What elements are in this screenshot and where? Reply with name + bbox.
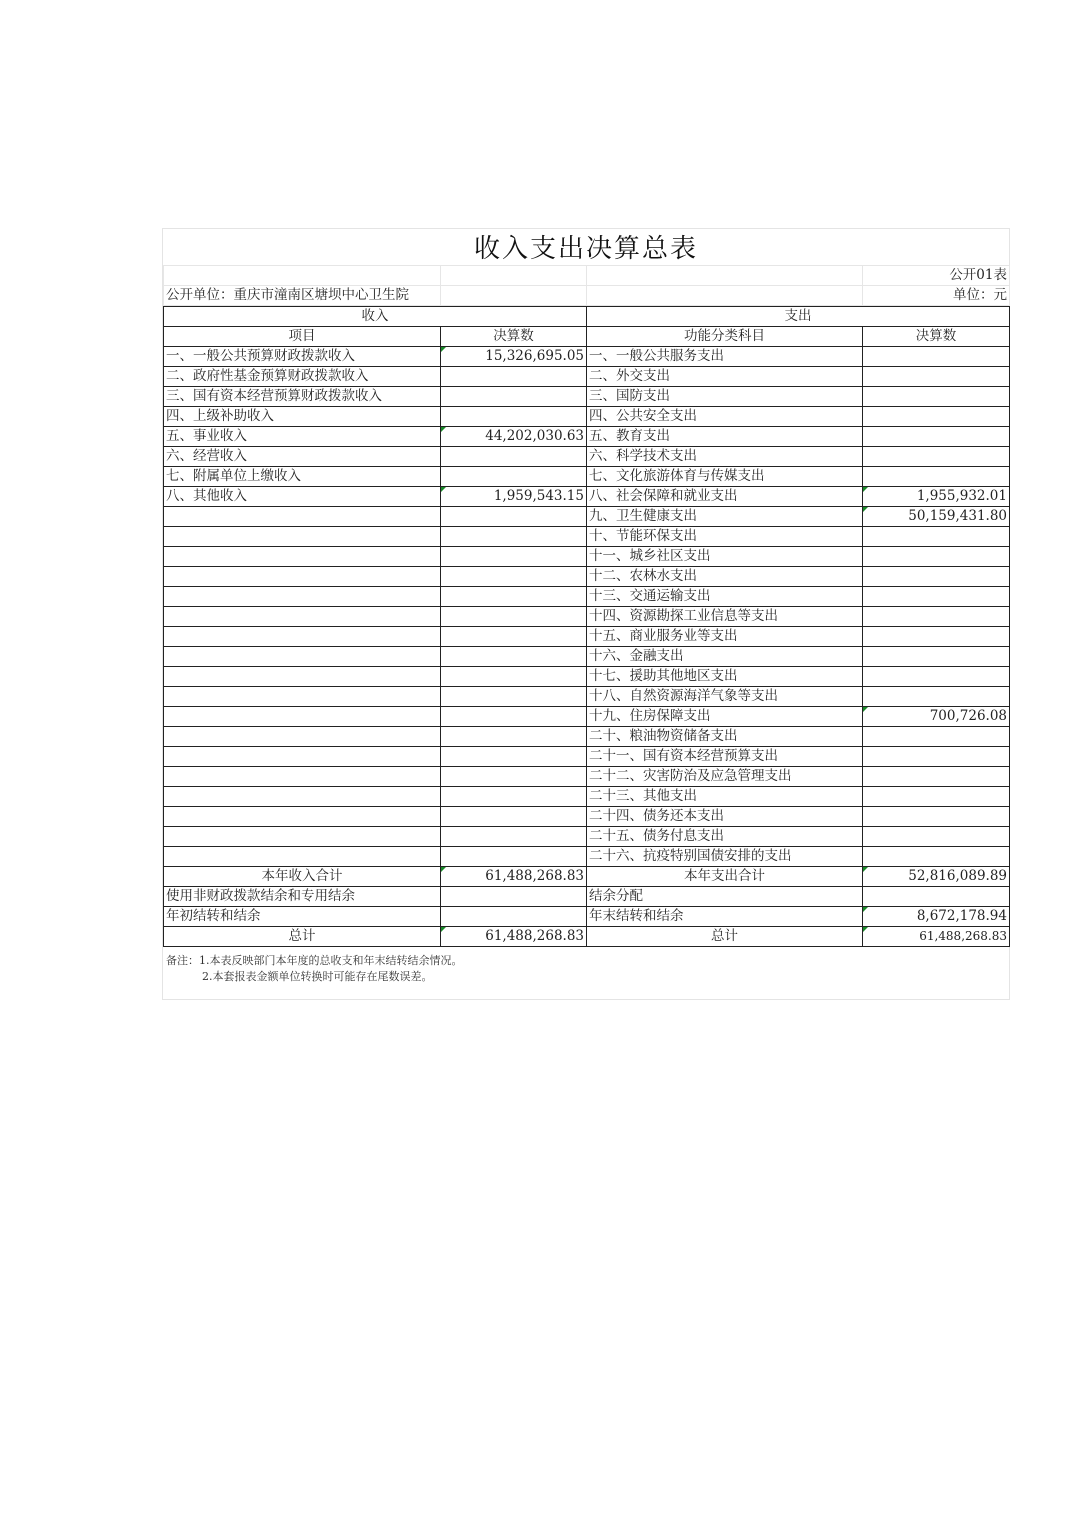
income-amount	[441, 707, 587, 727]
year-income-total: 61,488,268.83	[441, 867, 587, 887]
income-amount	[441, 387, 587, 407]
expense-amount	[863, 587, 1010, 607]
expense-amount	[863, 607, 1010, 627]
table-row	[164, 387, 1010, 407]
expense-item: 八、社会保障和就业支出	[587, 487, 863, 507]
income-item: 六、经营收入	[164, 447, 441, 467]
table-row	[164, 727, 1010, 747]
year-income-label: 本年收入合计	[164, 867, 441, 887]
income-item	[164, 807, 441, 827]
expense-item: 六、科学技术支出	[587, 447, 863, 467]
report-sheet	[162, 228, 1010, 1000]
expense-item: 十四、资源勘探工业信息等支出	[587, 607, 863, 627]
grand-income-total: 61,488,268.83	[441, 927, 587, 947]
expense-item: 十七、援助其他地区支出	[587, 667, 863, 687]
income-item	[164, 727, 441, 747]
expense-item: 十九、住房保障支出	[587, 707, 863, 727]
table-row	[164, 807, 1010, 827]
income-item: 一、一般公共预算财政拨款收入	[164, 347, 441, 367]
unit-name: 公开单位：重庆市潼南区塘坝中心卫生院	[164, 286, 441, 306]
expense-item: 二十三、其他支出	[587, 787, 863, 807]
income-amount	[441, 567, 587, 587]
table-row	[164, 427, 1010, 447]
section-header-row	[164, 307, 1010, 327]
expense-item: 十三、交通运输支出	[587, 587, 863, 607]
grand-expense-label: 总计	[587, 927, 863, 947]
meta-table	[163, 265, 1010, 306]
expense-item: 二十二、灾害防治及应急管理支出	[587, 767, 863, 787]
expense-item: 十一、城乡社区支出	[587, 547, 863, 567]
income-expense-table	[163, 306, 1010, 947]
column-header-row	[164, 327, 1010, 347]
income-item	[164, 527, 441, 547]
expense-amount	[863, 547, 1010, 567]
income-item	[164, 767, 441, 787]
begin-carryover-value	[441, 907, 587, 927]
expense-amount	[863, 747, 1010, 767]
expense-amount	[863, 567, 1010, 587]
expense-item: 十六、金融支出	[587, 647, 863, 667]
income-item	[164, 547, 441, 567]
unit-label: 单位：元	[863, 286, 1010, 306]
surplus-dist-label: 结余分配	[587, 887, 863, 907]
table-row	[164, 627, 1010, 647]
expense-amount	[863, 667, 1010, 687]
expense-amount: 1,955,932.01	[863, 487, 1010, 507]
income-amount	[441, 467, 587, 487]
income-amount	[441, 767, 587, 787]
income-item	[164, 567, 441, 587]
expense-amount	[863, 527, 1010, 547]
income-amount	[441, 607, 587, 627]
income-amount	[441, 447, 587, 467]
year-expense-label: 本年支出合计	[587, 867, 863, 887]
income-amount	[441, 367, 587, 387]
income-item	[164, 847, 441, 867]
expense-item: 三、国防支出	[587, 387, 863, 407]
income-item: 三、国有资本经营预算财政拨款收入	[164, 387, 441, 407]
expense-amount	[863, 827, 1010, 847]
income-amount: 1,959,543.15	[441, 487, 587, 507]
grand-expense-total: 61,488,268.83	[863, 927, 1010, 947]
income-item	[164, 787, 441, 807]
expense-amount	[863, 427, 1010, 447]
expense-amount: 50,159,431.80	[863, 507, 1010, 527]
expense-item: 二、外交支出	[587, 367, 863, 387]
expense-amount: 700,726.08	[863, 707, 1010, 727]
nonfiscal-value	[441, 887, 587, 907]
expense-amount	[863, 687, 1010, 707]
expense-amount	[863, 347, 1010, 367]
expense-item: 二十五、债务付息支出	[587, 827, 863, 847]
income-amount	[441, 407, 587, 427]
expense-amount	[863, 767, 1010, 787]
expense-item: 七、文化旅游体育与传媒支出	[587, 467, 863, 487]
table-row	[164, 447, 1010, 467]
income-item	[164, 667, 441, 687]
income-amount	[441, 687, 587, 707]
income-item	[164, 687, 441, 707]
expense-header: 支出	[587, 307, 1010, 327]
table-row	[164, 527, 1010, 547]
table-row	[164, 667, 1010, 687]
income-amount	[441, 807, 587, 827]
expense-item: 四、公共安全支出	[587, 407, 863, 427]
expense-amount	[863, 807, 1010, 827]
expense-amount	[863, 727, 1010, 747]
table-row	[164, 747, 1010, 767]
table-row	[164, 687, 1010, 707]
expense-item: 二十四、债务还本支出	[587, 807, 863, 827]
income-item: 四、上级补助收入	[164, 407, 441, 427]
expense-amount	[863, 647, 1010, 667]
expense-item: 二十六、抗疫特别国债安排的支出	[587, 847, 863, 867]
table-row	[164, 767, 1010, 787]
income-item	[164, 587, 441, 607]
report-title: 收入支出决算总表	[473, 234, 698, 264]
year-total-row	[164, 867, 1010, 887]
expense-amount	[863, 447, 1010, 467]
table-row	[164, 847, 1010, 867]
table-row	[164, 367, 1010, 387]
income-item: 八、其他收入	[164, 487, 441, 507]
income-amount	[441, 547, 587, 567]
footnotes	[163, 947, 1009, 999]
table-row	[164, 647, 1010, 667]
table-row	[164, 787, 1010, 807]
item-header: 项目	[164, 327, 441, 347]
income-item: 五、事业收入	[164, 427, 441, 447]
income-item: 二、政府性基金预算财政拨款收入	[164, 367, 441, 387]
note-line-1: 备注：1.本表反映部门本年度的总收支和年末结转结余情况。	[166, 954, 463, 967]
expense-amount	[863, 467, 1010, 487]
table-row	[164, 407, 1010, 427]
table-row	[164, 347, 1010, 367]
table-row	[164, 467, 1010, 487]
income-item	[164, 827, 441, 847]
end-carryover-value: 8,672,178.94	[863, 907, 1010, 927]
income-amount	[441, 787, 587, 807]
expense-item: 九、卫生健康支出	[587, 507, 863, 527]
note-line-2: 2.本套报表金额单位转换时可能存在尾数误差。	[202, 970, 433, 983]
table-row	[164, 607, 1010, 627]
surplus-dist-value	[863, 887, 1010, 907]
income-amount	[441, 727, 587, 747]
expense-amount	[863, 367, 1010, 387]
income-item: 七、附属单位上缴收入	[164, 467, 441, 487]
nonfiscal-label: 使用非财政拨款结余和专用结余	[164, 887, 441, 907]
grand-income-label: 总计	[164, 927, 441, 947]
amount-header: 决算数	[441, 327, 587, 347]
expense-item: 二十一、国有资本经营预算支出	[587, 747, 863, 767]
expense-item: 二十、粮油物资储备支出	[587, 727, 863, 747]
table-row	[164, 507, 1010, 527]
expense-amount	[863, 787, 1010, 807]
income-item	[164, 627, 441, 647]
expense-amount	[863, 627, 1010, 647]
grand-total-row	[164, 927, 1010, 947]
table-row	[164, 827, 1010, 847]
table-row	[164, 567, 1010, 587]
nonfiscal-row	[164, 887, 1010, 907]
income-header: 收入	[164, 307, 587, 327]
income-amount	[441, 627, 587, 647]
expense-item: 十五、商业服务业等支出	[587, 627, 863, 647]
carryover-row	[164, 907, 1010, 927]
income-amount	[441, 827, 587, 847]
table-row	[164, 547, 1010, 567]
income-amount	[441, 587, 587, 607]
income-amount	[441, 647, 587, 667]
income-amount	[441, 747, 587, 767]
income-amount: 15,326,695.05	[441, 347, 587, 367]
table-id: 公开01表	[863, 266, 1010, 286]
table-row	[164, 587, 1010, 607]
income-item	[164, 647, 441, 667]
expense-item: 十二、农林水支出	[587, 567, 863, 587]
table-row	[164, 487, 1010, 507]
income-item	[164, 507, 441, 527]
income-amount	[441, 527, 587, 547]
expense-amount	[863, 387, 1010, 407]
expense-item: 五、教育支出	[587, 427, 863, 447]
expense-item: 十八、自然资源海洋气象等支出	[587, 687, 863, 707]
year-expense-total: 52,816,089.89	[863, 867, 1010, 887]
income-amount	[441, 667, 587, 687]
income-item	[164, 747, 441, 767]
expense-item: 十、节能环保支出	[587, 527, 863, 547]
expense-amount	[863, 407, 1010, 427]
income-amount	[441, 507, 587, 527]
category-header: 功能分类科目	[587, 327, 863, 347]
income-amount	[441, 847, 587, 867]
expense-item: 一、一般公共服务支出	[587, 347, 863, 367]
income-item	[164, 607, 441, 627]
end-carryover-label: 年末结转和结余	[587, 907, 863, 927]
table-row	[164, 707, 1010, 727]
income-amount: 44,202,030.63	[441, 427, 587, 447]
amount-header-2: 决算数	[863, 327, 1010, 347]
expense-amount	[863, 847, 1010, 867]
income-item	[164, 707, 441, 727]
begin-carryover-label: 年初结转和结余	[164, 907, 441, 927]
